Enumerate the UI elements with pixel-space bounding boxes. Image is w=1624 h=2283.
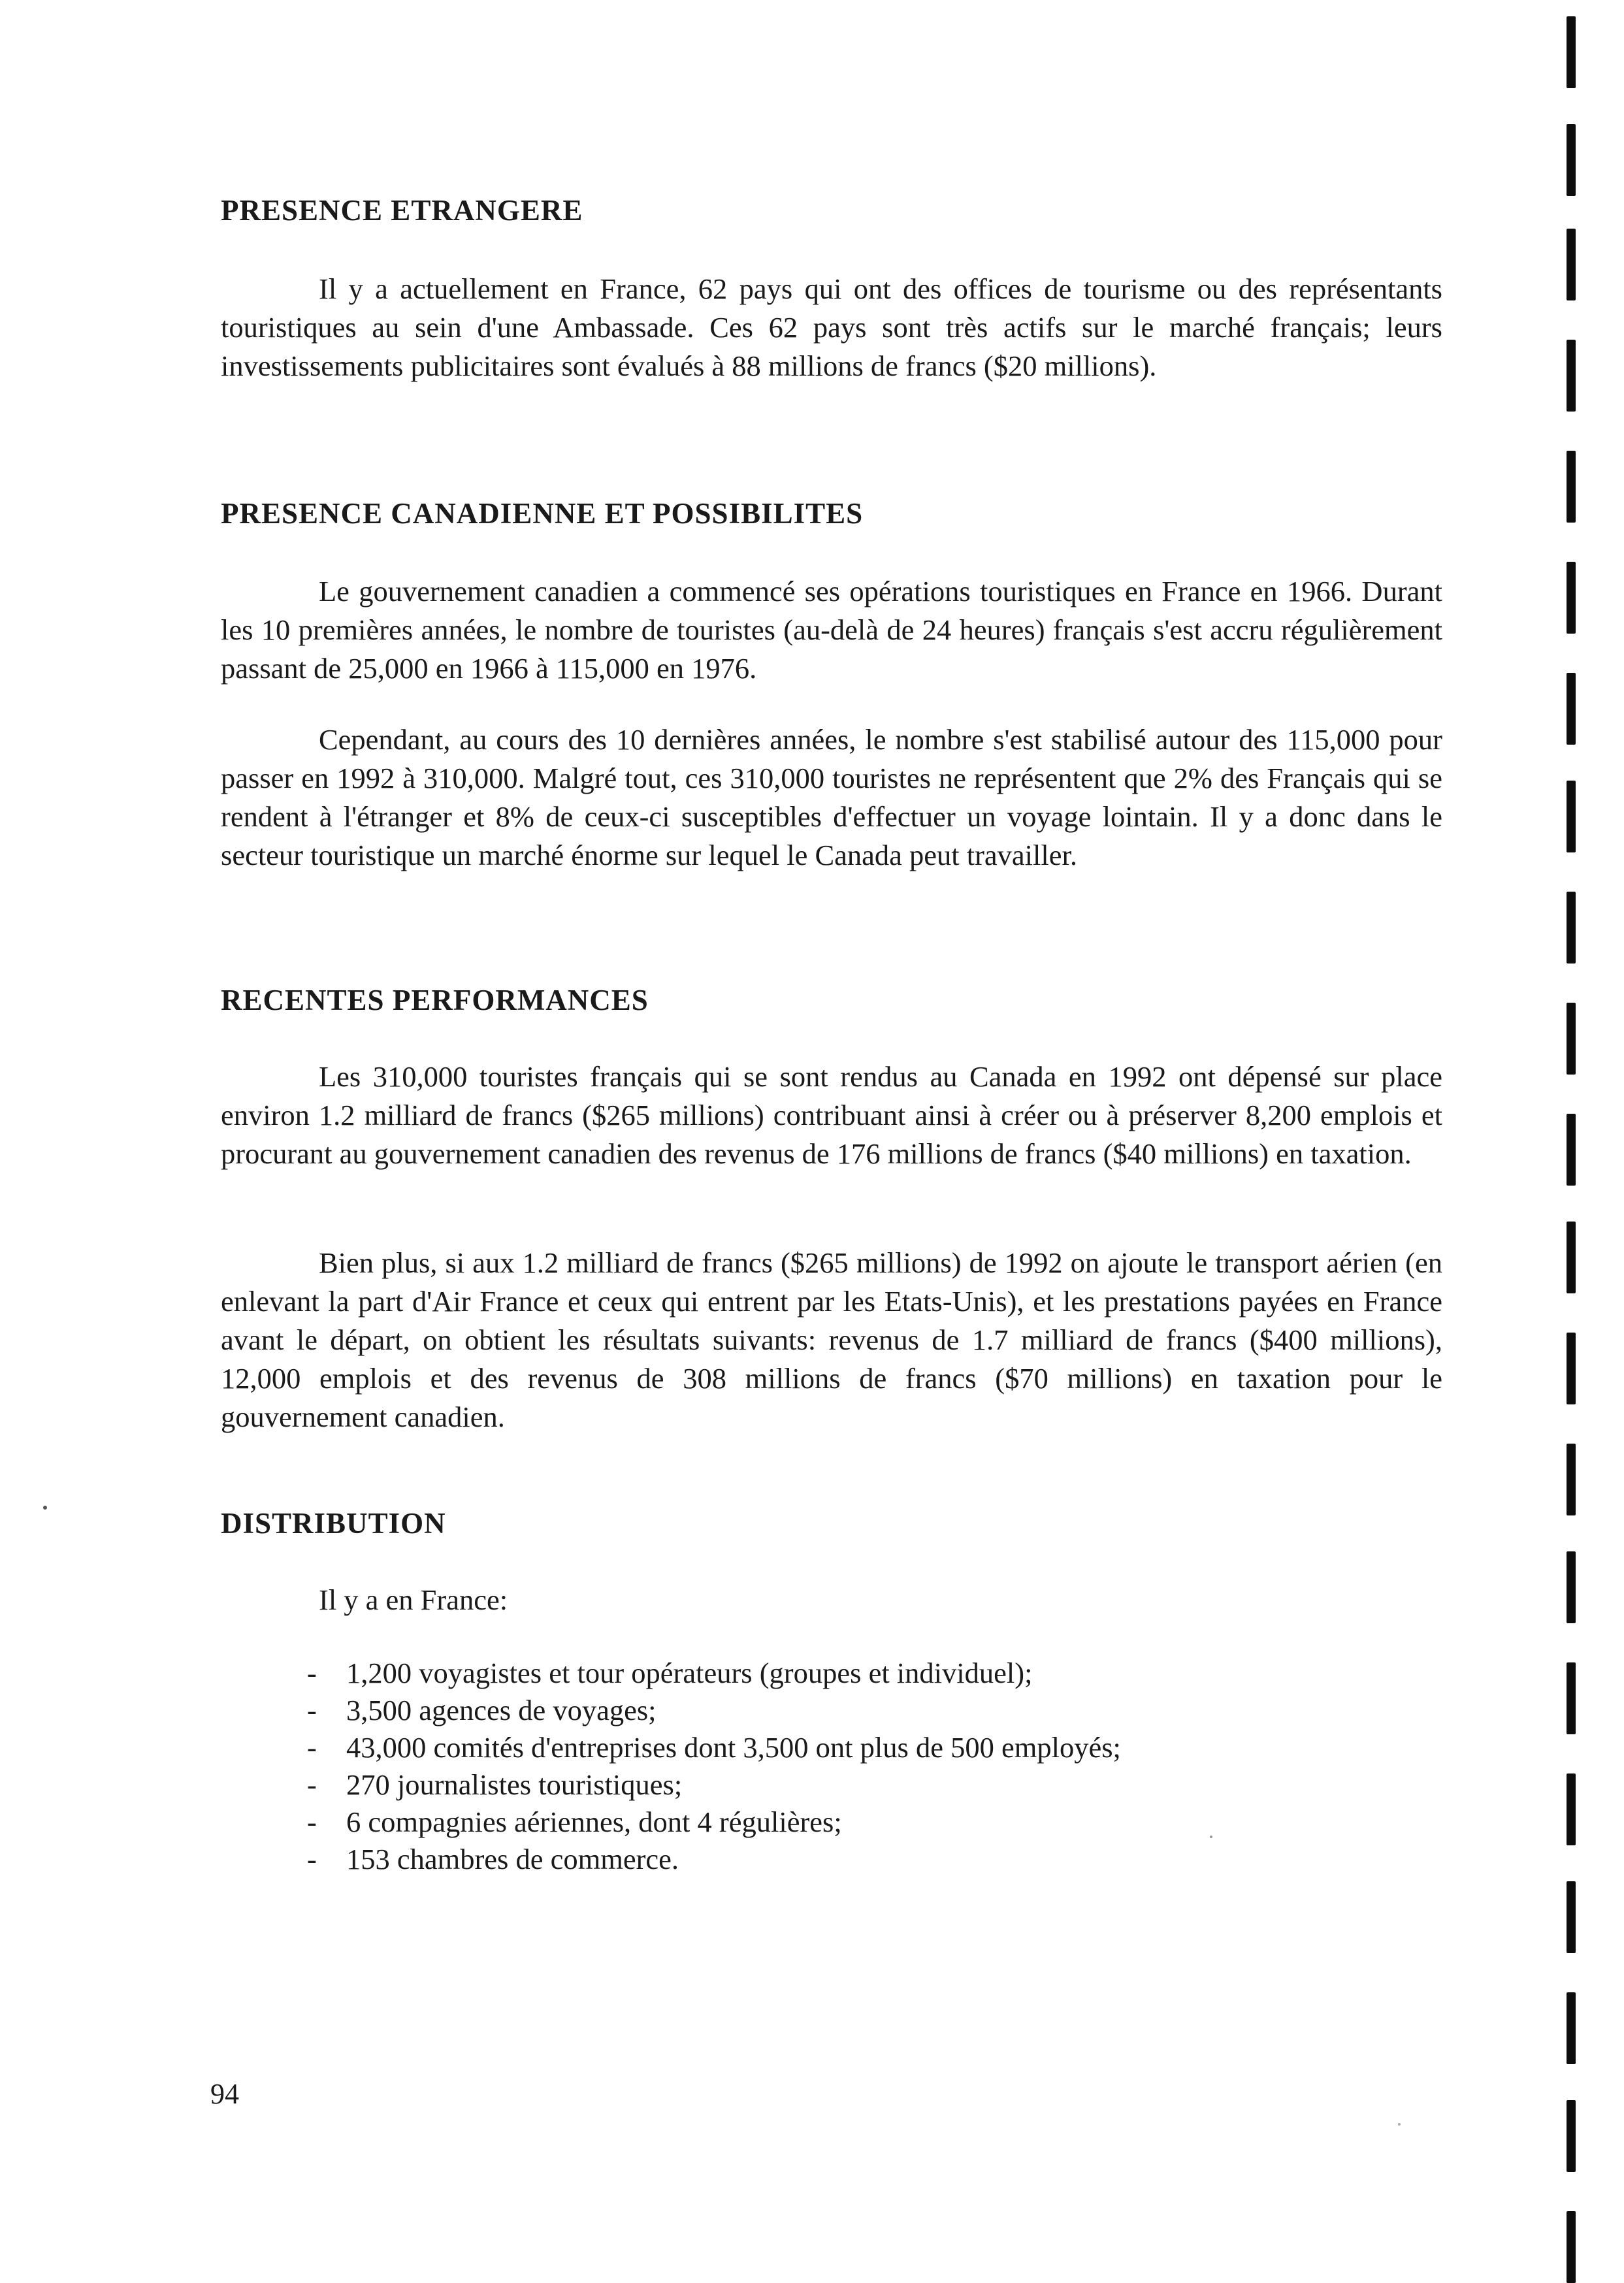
- list-dash: -: [307, 1805, 317, 1838]
- list-dash: -: [307, 1768, 317, 1801]
- section-heading-presence-etrangere: PRESENCE ETRANGERE: [221, 194, 583, 227]
- section-heading-recentes-performances: RECENTES PERFORMANCES: [221, 984, 649, 1016]
- list-item: [307, 1729, 1121, 1766]
- section-heading-presence-canadienne: PRESENCE CANADIENNE ET POSSIBILITES: [221, 497, 864, 530]
- paragraph-recentes-performances-1: Les 310,000 touristes français qui se sont rendus au Canada en 1992 ont dépensé sur place environ 1.2 milliard de francs ($265 millions) contribuant ainsi à créer ou à préserver 8,200 emplois et procurant au gouvernement canadien des revenus de 176 millions de francs ($40 millions) en taxation.: [221, 1060, 1442, 1170]
- list-dash: -: [307, 1657, 317, 1689]
- paragraph-recentes-performances-2: Bien plus, si aux 1.2 milliard de francs ($265 millions) de 1992 on ajoute le transport aérien (en enlevant la part d'Air France et ceux qui entrent par les Etats-Unis), et les prestations payées en France avant le départ, on obtient les résultats suivants: revenus de 1.7 milliard de francs ($400 millions), 12,000 emplois et des revenus de 308 millions de francs ($70 millions) en taxation pour le gouvernement canadien.: [221, 1246, 1442, 1433]
- list-item-text: 3,500 agences de voyages;: [346, 1694, 657, 1726]
- page-number: 94: [210, 2078, 239, 2110]
- list-item-text: 270 journalistes touristiques;: [346, 1768, 683, 1801]
- section-heading-distribution: DISTRIBUTION: [221, 1507, 446, 1540]
- list-item: [307, 1692, 1121, 1729]
- list-item-text: 153 chambres de commerce.: [346, 1843, 679, 1875]
- distribution-list: [307, 1655, 1121, 1878]
- list-item: [307, 1655, 1121, 1692]
- list-item-text: 1,200 voyagistes et tour opérateurs (groupes et individuel);: [346, 1657, 1033, 1689]
- list-dash: -: [307, 1843, 317, 1875]
- paragraph-presence-etrangere: Il y a actuellement en France, 62 pays qui ont des offices de tourisme ou des représentants touristiques au sein d'une Ambassade. Ces 62 pays sont très actifs sur le marché français; leurs investissements publicitaires sont évalués à 88 millions de francs ($20 millions).: [221, 272, 1442, 382]
- paragraph-presence-canadienne-1: Le gouvernement canadien a commencé ses opérations touristiques en France en 1966. Durant les 10 premières années, le nombre de touristes (au-delà de 24 heures) français s'est accru régulièrement passant de 25,000 en 1966 à 115,000 en 1976.: [221, 575, 1442, 685]
- list-item-text: 6 compagnies aériennes, dont 4 régulières;: [346, 1805, 842, 1838]
- distribution-intro: Il y a en France:: [319, 1583, 508, 1616]
- list-item: [307, 1841, 1121, 1878]
- list-item: [307, 1804, 1121, 1841]
- list-item: [307, 1766, 1121, 1804]
- list-dash: -: [307, 1694, 317, 1726]
- paragraph-presence-canadienne-2: Cependant, au cours des 10 dernières années, le nombre s'est stabilisé autour des 115,000 pour passer en 1992 à 310,000. Malgré tout, ces 310,000 touristes ne représentent que 2% des Français qui se rendent à l'étranger et 8% de ceux-ci susceptibles d'effectuer un voyage lointain. Il y a donc dans le secteur touristique un marché énorme sur lequel le Canada peut travailler.: [221, 723, 1442, 871]
- list-dash: -: [307, 1731, 317, 1764]
- list-item-text: 43,000 comités d'entreprises dont 3,500 ont plus de 500 employés;: [346, 1731, 1121, 1764]
